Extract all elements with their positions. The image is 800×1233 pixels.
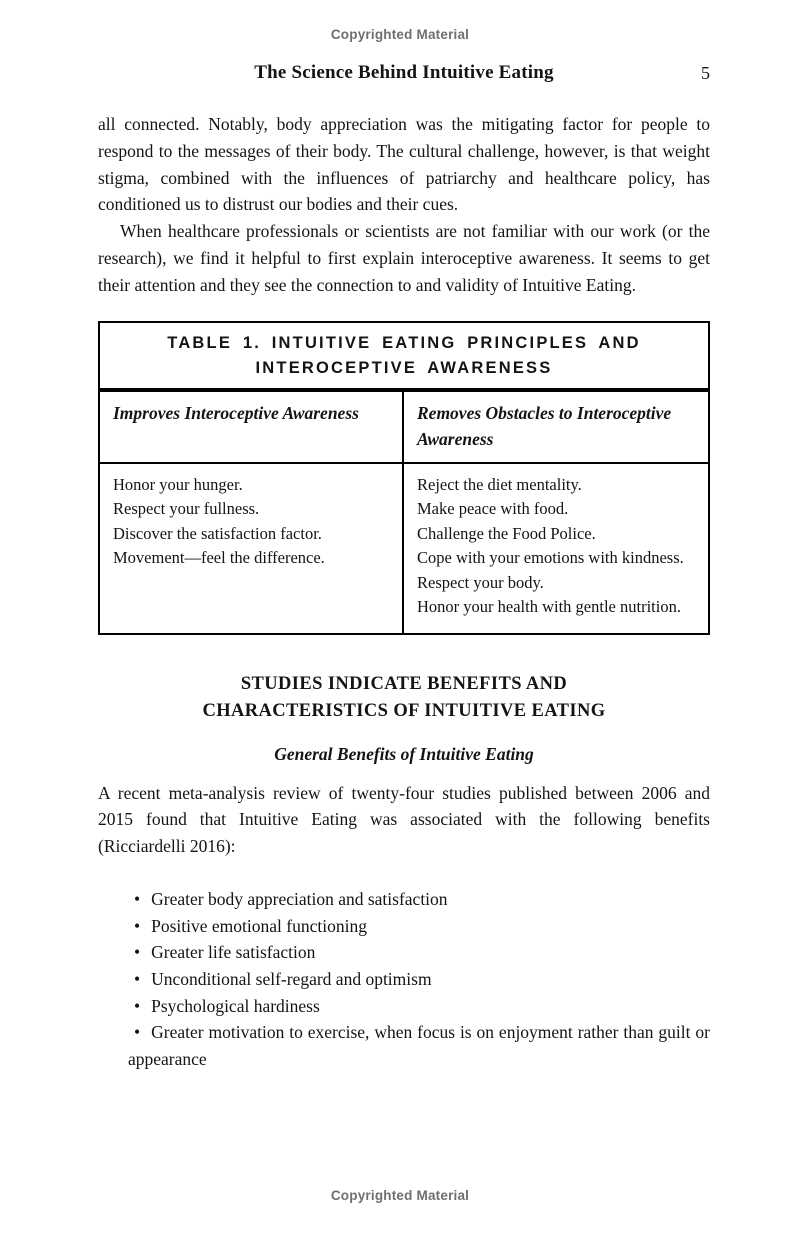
table-cell-item: Cope with your emotions with kindness. xyxy=(417,548,684,568)
column-header-removes: Removes Obstacles to Interoceptive Awareness xyxy=(417,402,672,449)
bullet-icon: • xyxy=(134,888,141,909)
bullet-item-text: Greater body appreciation and satisfaction xyxy=(151,888,448,909)
bullet-item xyxy=(128,966,710,993)
table-caption xyxy=(100,323,708,392)
bullet-icon: • xyxy=(134,1022,141,1043)
table-header-row xyxy=(100,392,708,464)
bullet-list xyxy=(98,886,710,1073)
section-heading-line-1: STUDIES INDICATE BENEFITS AND xyxy=(240,673,568,694)
bullet-item xyxy=(128,886,710,913)
table-cell-improves xyxy=(100,464,404,633)
bullet-icon: • xyxy=(134,915,141,936)
table-body-row xyxy=(100,464,708,633)
table-cell-removes xyxy=(404,464,708,633)
table-cell-item: Respect your body. xyxy=(417,572,544,592)
bullet-item-text: Unconditional self-regard and optimism xyxy=(151,969,432,990)
bullet-item-text: Positive emotional functioning xyxy=(151,915,367,936)
section-heading xyxy=(98,671,710,725)
copyright-notice-bottom: Copyrighted Material xyxy=(330,1188,470,1203)
bullet-icon: • xyxy=(134,995,141,1016)
table-cell-item: Honor your health with gentle nutrition. xyxy=(417,597,681,617)
bullet-icon: • xyxy=(134,942,141,963)
bullet-item-text: Greater motivation to exercise, when focus is on enjoyment rather than guilt or appearance xyxy=(128,1022,710,1070)
bullet-item xyxy=(128,939,710,966)
page-content xyxy=(98,111,710,1073)
bullet-icon: • xyxy=(134,969,141,990)
table-caption-line-2: INTEROCEPTIVE AWARENESS xyxy=(255,358,553,377)
section-heading-line-2: CHARACTERISTICS OF INTUITIVE EATING xyxy=(202,700,606,721)
table-caption-line-1: TABLE 1. INTUITIVE EATING PRINCIPLES AND xyxy=(167,333,641,352)
section-subheading: General Benefits of Intuitive Eating xyxy=(274,743,534,764)
table-cell-item: Challenge the Food Police. xyxy=(417,523,596,543)
table-cell-item: Make peace with food. xyxy=(417,499,569,519)
copyright-notice-top: Copyrighted Material xyxy=(330,27,470,42)
table-cell-item: Respect your fullness. xyxy=(113,499,260,519)
table-cell-item: Reject the diet mentality. xyxy=(417,474,582,494)
column-header-improves: Improves Interoceptive Awareness xyxy=(100,392,404,462)
bullet-item xyxy=(128,993,710,1020)
paragraph-2: When healthcare professionals or scientists are not familiar with our work (or the research), we find it helpful to first explain interoceptive awareness. It seems to get their attention and they see the connection to and validity of Intuitive Eating. xyxy=(98,221,710,295)
running-header xyxy=(98,62,710,84)
bullet-item xyxy=(128,913,710,940)
principles-table xyxy=(98,321,710,635)
table-cell-item: Honor your hunger. xyxy=(113,474,243,494)
bullet-item xyxy=(128,1019,710,1072)
paragraph-3: A recent meta-analysis review of twenty-four studies published between 2006 and 2015 found that Intuitive Eating was associated with the following benefits (Ricciardelli 2016): xyxy=(98,782,710,857)
bullet-item-text: Psychological hardiness xyxy=(151,995,320,1016)
paragraph-1: all connected. Notably, body appreciation was the mitigating factor for people to respond to the messages of their body. The cultural challenge, however, is that weight stigma, combined with the influences of patriarchy and healthcare policy, has conditioned us to distrust our bodies and their cues. xyxy=(98,114,710,215)
table-cell-item: Movement—feel the difference. xyxy=(113,548,325,568)
table-cell-item: Discover the satisfaction factor. xyxy=(113,523,322,543)
page-header-title: The Science Behind Intuitive Eating xyxy=(254,62,554,83)
page-number: 5 xyxy=(701,63,710,83)
bullet-item-text: Greater life satisfaction xyxy=(151,942,316,963)
